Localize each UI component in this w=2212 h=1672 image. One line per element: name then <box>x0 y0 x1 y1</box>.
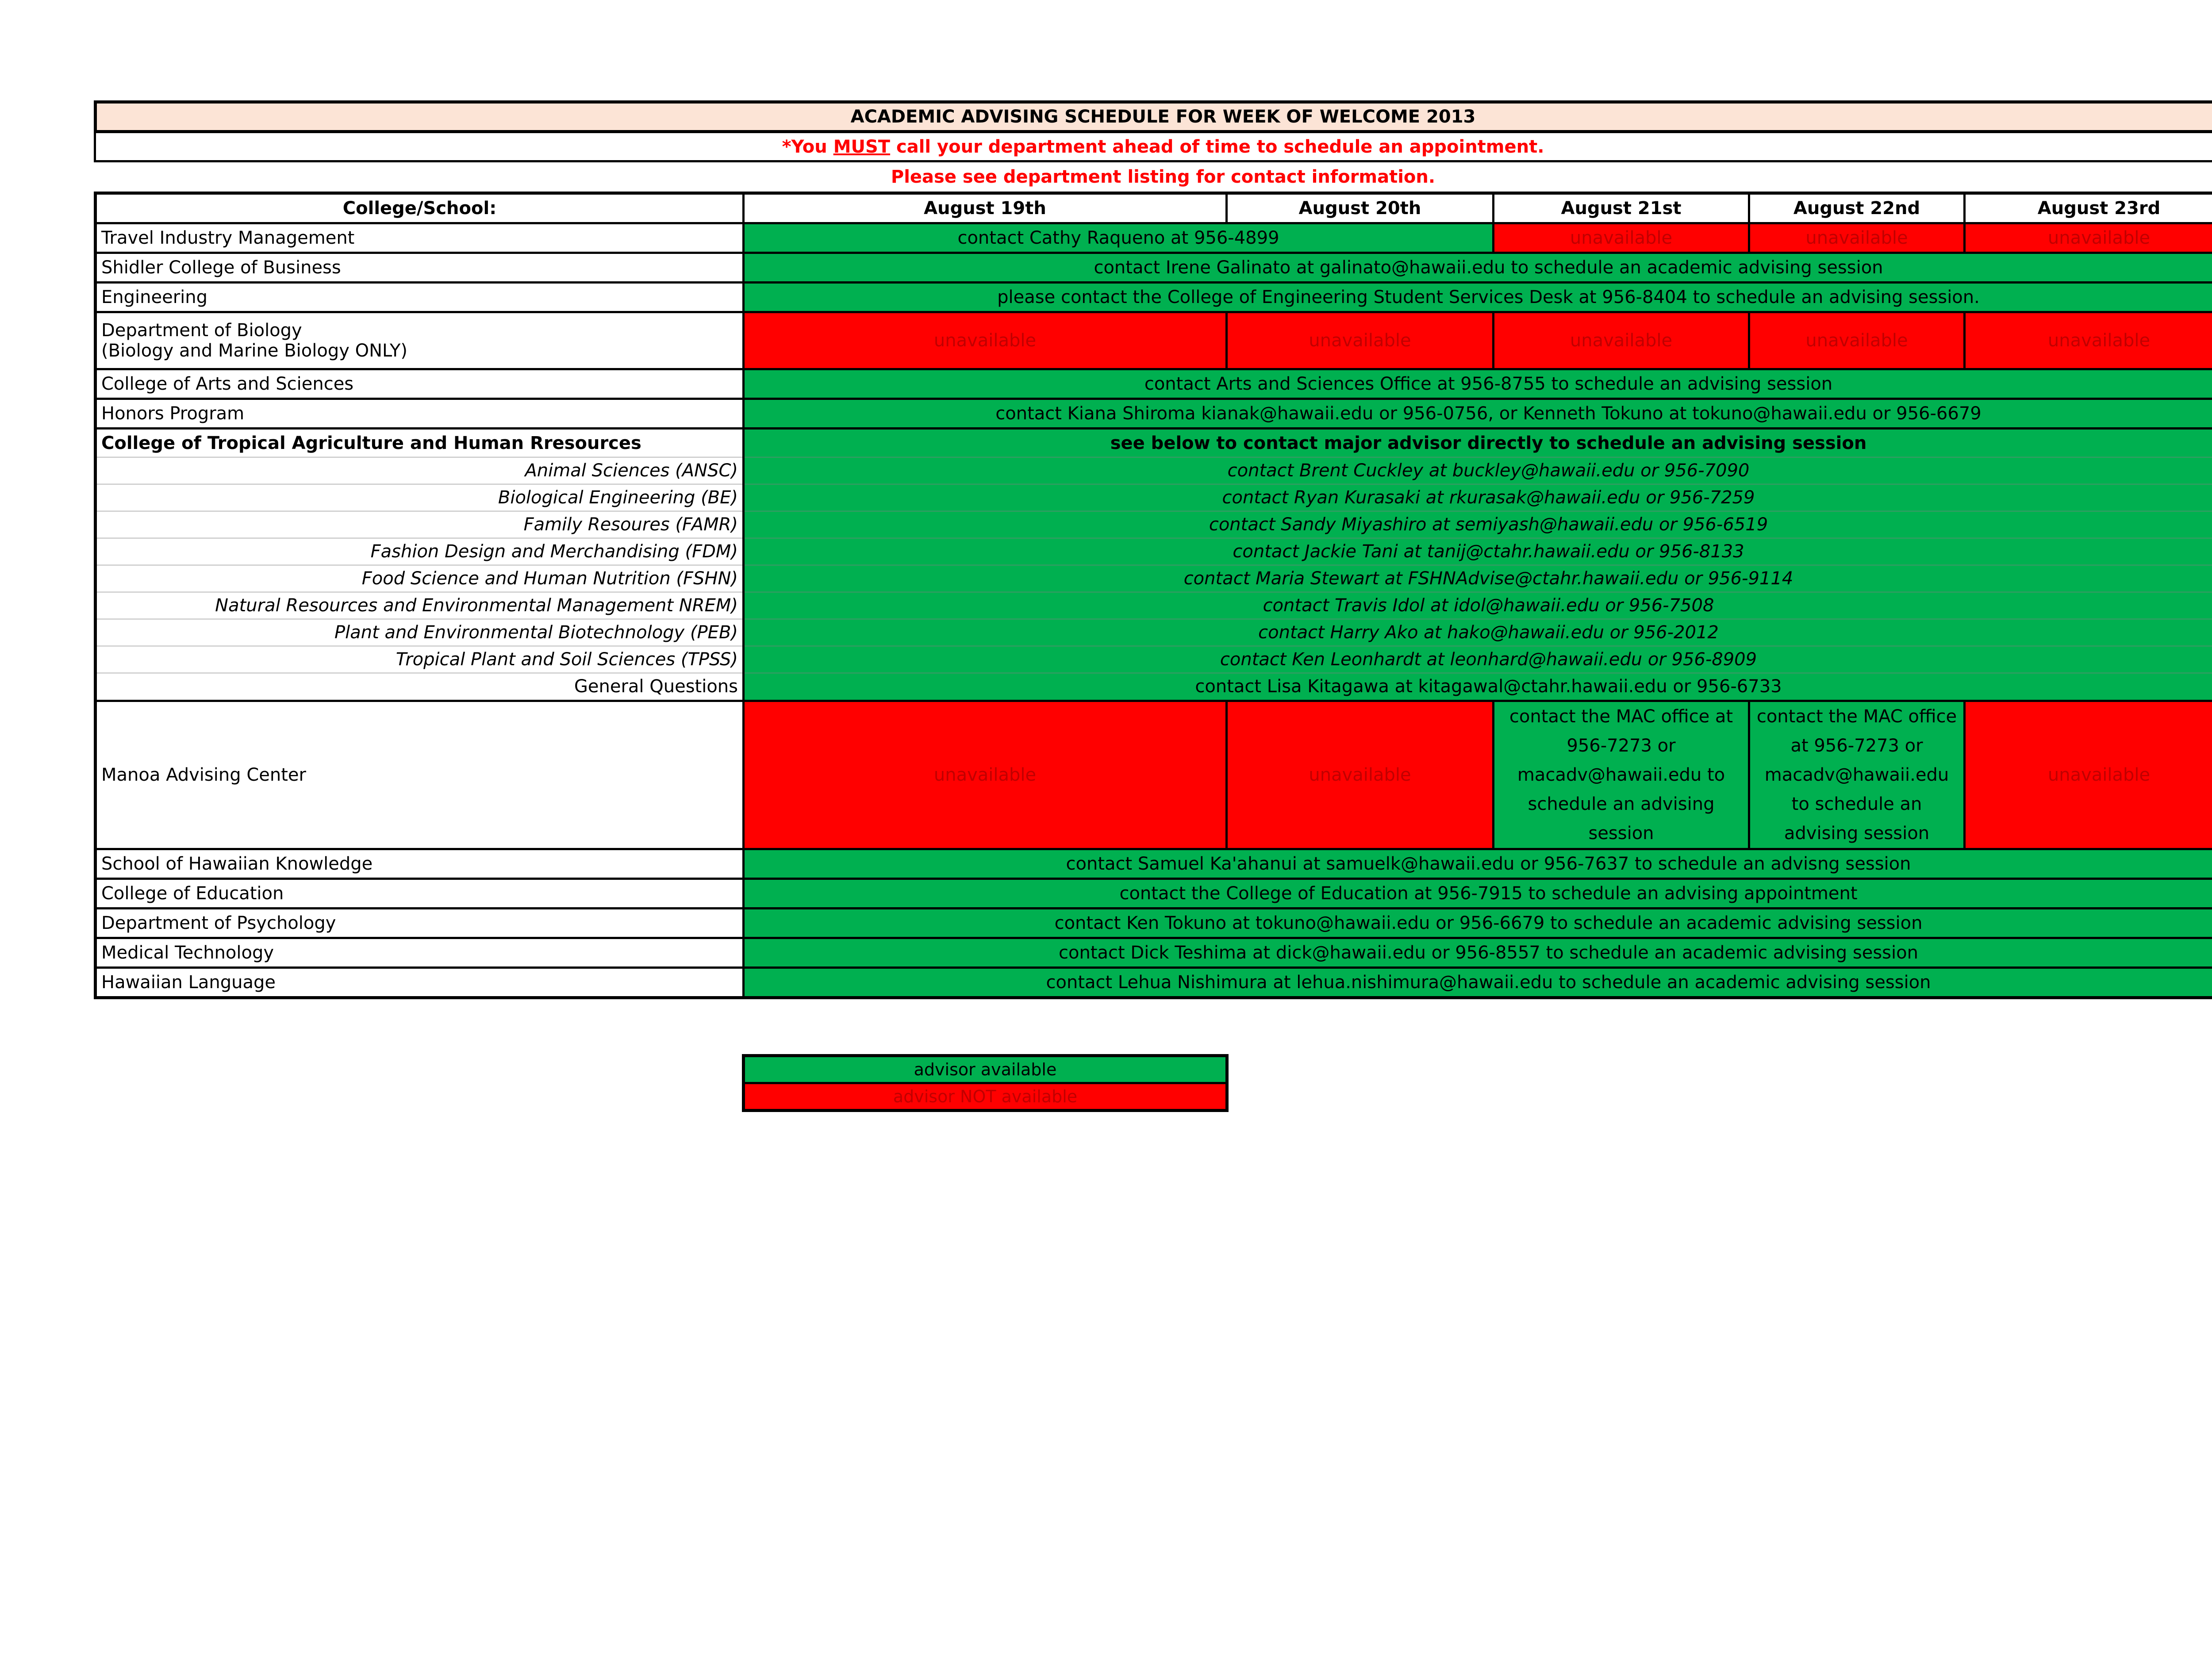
contact-cell: contact Brent Cuckley at buckley@hawaii.edu or 956-7090 <box>744 457 2212 484</box>
legend-available: advisor available <box>744 1056 1227 1083</box>
unavailable-cell: unavailable <box>1749 312 1965 369</box>
table-row <box>96 646 2212 673</box>
major-name: Tropical Plant and Soil Sciences (TPSS) <box>96 646 744 673</box>
school-name-line1: Department of Biology <box>101 320 302 341</box>
contact-cell: contact Arts and Sciences Office at 956-8755 to schedule an advising session <box>744 369 2212 399</box>
column-header-aug22: August 22nd <box>1749 193 1965 223</box>
unavailable-cell: unavailable <box>1965 312 2212 369</box>
school-name <box>96 312 744 369</box>
table-row <box>96 429 2212 457</box>
column-header-aug21: August 21st <box>1494 193 1749 223</box>
column-header-aug19: August 19th <box>744 193 1227 223</box>
notice-emphasis: MUST <box>833 136 891 157</box>
contact-cell: see below to contact major advisor directly to schedule an advising session <box>744 429 2212 457</box>
table-row <box>96 484 2212 511</box>
table-row <box>96 938 2212 968</box>
notice-line2: Please see department listing for contact information. <box>891 167 1436 187</box>
table-row <box>96 879 2212 909</box>
major-name: Natural Resources and Environmental Management NREM) <box>96 592 744 619</box>
contact-cell: contact Ken Leonhardt at leonhard@hawaii.edu or 956-8909 <box>744 646 2212 673</box>
major-name: Biological Engineering (BE) <box>96 484 744 511</box>
table-row <box>96 253 2212 283</box>
table-row <box>96 619 2212 646</box>
table-row <box>96 909 2212 938</box>
advising-schedule-table <box>94 192 2212 999</box>
contact-cell: contact Dick Teshima at dick@hawaii.edu or 956-8557 to schedule an academic advising session <box>744 938 2212 968</box>
school-name: Department of Psychology <box>96 909 744 938</box>
contact-cell: contact Sandy Miyashiro at semiyash@hawaii.edu or 956-6519 <box>744 511 2212 538</box>
table-row <box>96 511 2212 538</box>
contact-cell: contact the MAC office at 956-7273 or macadv@hawaii.edu to schedule an advising session <box>1749 701 1965 849</box>
table-row <box>96 283 2212 312</box>
contact-cell: contact Irene Galinato at galinato@hawaii.edu to schedule an academic advising session <box>744 253 2212 283</box>
contact-cell: contact Kiana Shiroma kianak@hawaii.edu or 956-0756, or Kenneth Tokuno at tokuno@hawaii.edu or 956-6679 <box>744 399 2212 429</box>
contact-cell: contact Jackie Tani at tanij@ctahr.hawaii.edu or 956-8133 <box>744 538 2212 565</box>
color-legend <box>742 1054 1229 1112</box>
school-name: Manoa Advising Center <box>96 701 744 849</box>
contact-cell: contact Maria Stewart at FSHNAdvise@ctahr.hawaii.edu or 956-9114 <box>744 565 2212 592</box>
contact-cell: please contact the College of Engineering Student Services Desk at 956-8404 to schedule an advising session. <box>744 283 2212 312</box>
school-name-line2: (Biology and Marine Biology ONLY) <box>101 341 408 361</box>
unavailable-cell: unavailable <box>1227 701 1494 849</box>
call-ahead-notice <box>94 133 2212 162</box>
contact-cell: contact Harry Ako at hako@hawaii.edu or 956-2012 <box>744 619 2212 646</box>
school-name: Engineering <box>96 283 744 312</box>
legend-row <box>744 1056 1227 1083</box>
column-header-aug20: August 20th <box>1227 193 1494 223</box>
school-name: College of Education <box>96 879 744 909</box>
table-row <box>96 223 2212 253</box>
column-header-college: College/School: <box>96 193 744 223</box>
unavailable-cell: unavailable <box>1749 223 1965 253</box>
legend-row <box>744 1083 1227 1111</box>
table-row <box>96 673 2212 701</box>
schedule-title-text: ACADEMIC ADVISING SCHEDULE FOR WEEK OF WELCOME 2013 <box>850 107 1476 127</box>
unavailable-cell: unavailable <box>744 701 1227 849</box>
table-row <box>96 565 2212 592</box>
contact-cell: contact Travis Idol at idol@hawaii.edu or 956-7508 <box>744 592 2212 619</box>
unavailable-cell: unavailable <box>1494 312 1749 369</box>
table-row <box>96 968 2212 998</box>
table-row <box>96 457 2212 484</box>
major-name: Animal Sciences (ANSC) <box>96 457 744 484</box>
contact-cell: contact Lisa Kitagawa at kitagawal@ctahr.hawaii.edu or 956-6733 <box>744 673 2212 701</box>
contact-cell: contact Cathy Raqueno at 956-4899 <box>744 223 1494 253</box>
contact-info-notice <box>94 162 2212 192</box>
contact-cell: contact Samuel Ka'ahanui at samuelk@hawaii.edu or 956-7637 to schedule an advisng session <box>744 849 2212 879</box>
major-name: Fashion Design and Merchandising (FDM) <box>96 538 744 565</box>
contact-cell: contact the MAC office at 956-7273 or macadv@hawaii.edu to schedule an advising session <box>1494 701 1749 849</box>
unavailable-cell: unavailable <box>1965 223 2212 253</box>
legend-not-available: advisor NOT available <box>744 1083 1227 1111</box>
table-row <box>96 312 2212 369</box>
unavailable-cell: unavailable <box>744 312 1227 369</box>
unavailable-cell: unavailable <box>1965 701 2212 849</box>
school-name: Honors Program <box>96 399 744 429</box>
major-name: Family Resoures (FAMR) <box>96 511 744 538</box>
table-header-row <box>96 193 2212 223</box>
contact-cell: contact the College of Education at 956-7915 to schedule an advising appointment <box>744 879 2212 909</box>
table-row <box>96 538 2212 565</box>
unavailable-cell: unavailable <box>1494 223 1749 253</box>
school-name: Shidler College of Business <box>96 253 744 283</box>
school-name: Medical Technology <box>96 938 744 968</box>
school-name: School of Hawaiian Knowledge <box>96 849 744 879</box>
major-name: Food Science and Human Nutrition (FSHN) <box>96 565 744 592</box>
table-row <box>96 701 2212 849</box>
table-row <box>96 592 2212 619</box>
unavailable-cell: unavailable <box>1227 312 1494 369</box>
school-name: Travel Industry Management <box>96 223 744 253</box>
table-row <box>96 369 2212 399</box>
contact-cell: contact Lehua Nishimura at lehua.nishimura@hawaii.edu to schedule an academic advising session <box>744 968 2212 998</box>
school-name: College of Arts and Sciences <box>96 369 744 399</box>
school-name: Hawaiian Language <box>96 968 744 998</box>
major-name: Plant and Environmental Biotechnology (PEB) <box>96 619 744 646</box>
contact-cell: contact Ryan Kurasaki at rkurasak@hawaii.edu or 956-7259 <box>744 484 2212 511</box>
notice-prefix: *You <box>782 136 833 157</box>
school-name: College of Tropical Agriculture and Human Rresources <box>96 429 744 457</box>
notice-suffix: call your department ahead of time to schedule an appointment. <box>890 136 1544 157</box>
column-header-aug23: August 23rd <box>1965 193 2212 223</box>
major-name: General Questions <box>96 673 744 701</box>
table-row <box>96 399 2212 429</box>
table-row <box>96 849 2212 879</box>
schedule-title <box>94 100 2212 133</box>
contact-cell: contact Ken Tokuno at tokuno@hawaii.edu or 956-6679 to schedule an academic advising session <box>744 909 2212 938</box>
